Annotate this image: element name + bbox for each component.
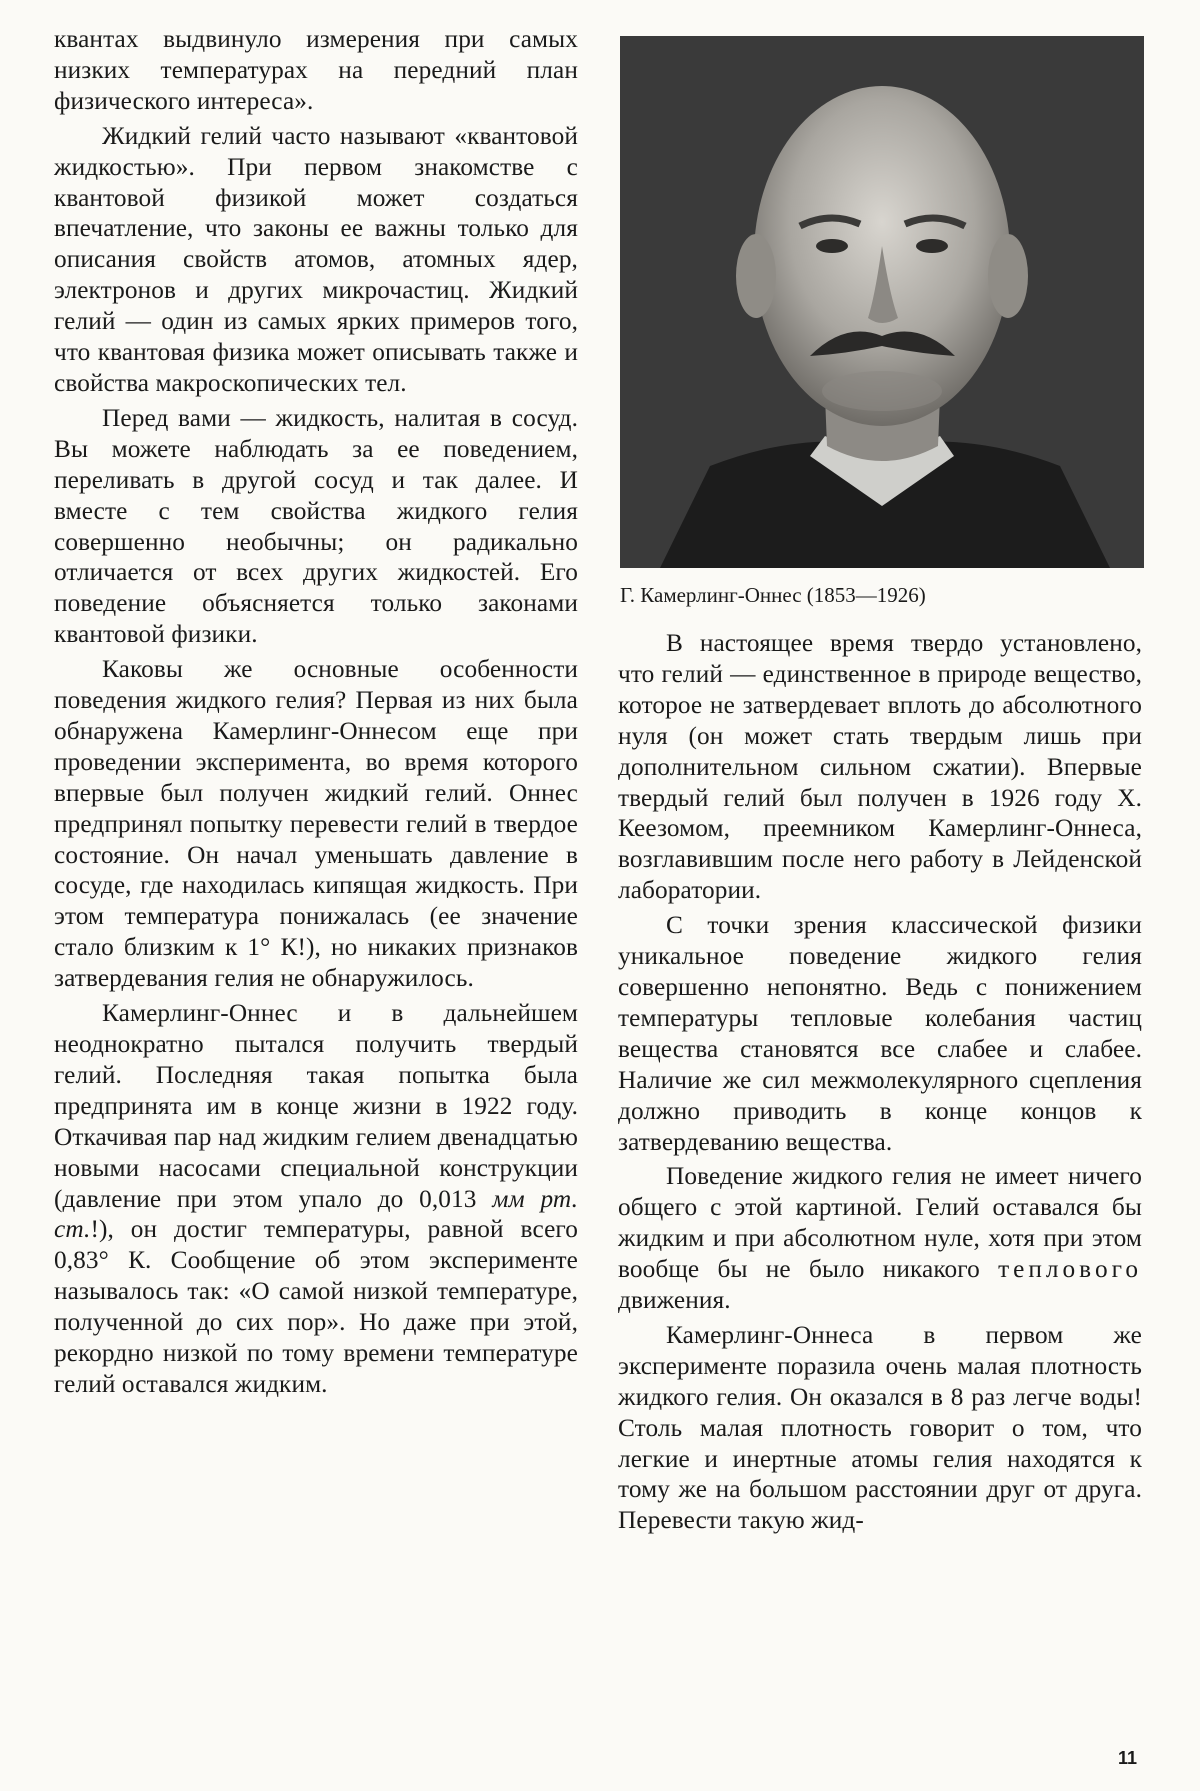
paragraph: квантах выдвинуло измерения при самых низких температурах на передний план физического интереса». [54, 25, 578, 115]
right-text [618, 628, 1142, 1536]
portrait-illustration [620, 36, 1144, 568]
photo-caption: Г. Камерлинг-Оннес (1853—1926) [620, 583, 926, 607]
page-number: 11 [1118, 1748, 1138, 1768]
spaced-word: теплового [998, 1255, 1142, 1284]
right-column [618, 36, 1142, 1540]
paragraph: Камерлинг-Оннеса в первом же эксперименте поразила очень малая плотность жидкого гелия. Он оказался в 8 раз легче воды! Столь малая плотность говорит о том, что легкие и инертные атомы гелия находятся к тому же на большом расстоянии друг от друга. Перевести такую жид- [618, 1320, 1142, 1535]
paragraph: Каковы же основные особенности поведения жидкого гелия? Первая из них была обнаружена Камерлинг-Оннесом еще при проведении эксперимента, во время которого впервые был получен жидкий гелий. Оннес предпринял попытку перевести гелий в твердое состояние. Он начал уменьшать давление в сосуде, где находилась кипящая жидкость. При этом температура понижалась (ее значение стало близким к 1° К!), но никаких признаков затвердевания гелия не обнаружилось. [54, 655, 578, 993]
pressure-unit: мм рт. ст. [54, 1184, 578, 1244]
paragraph-text: движения. [618, 1286, 731, 1315]
paragraph [54, 998, 578, 1400]
paragraph [618, 1161, 1142, 1316]
paragraph: Перед вами — жидкость, налитая в сосуд. Вы можете наблюдать за ее поведением, переливать в другой сосуд и так далее. И вместе с тем свойства жидкого гелия совершенно необычны; он радикально отличается от всех других жидкостей. Его поведение объясняется только законами квантовой физики. [54, 403, 578, 649]
paragraph: В настоящее время твердо установлено, что гелий — единственное в природе вещество, которое не затвердевает вплоть до абсолютного нуля (он может стать твердым лишь при дополнительном сильном сжатии). Впервые твердый гелий был получен в 1926 году Х. Кеезомом, преемником Камерлинг-Оннеса, возглавившим после него работу в Лейденской лаборатории. [618, 629, 1142, 905]
paragraph-text: Поведение жидкого гелия не имеет ничего общего с этой картиной. Гелий оставался бы жидким и при абсолютном нуле, хотя при этом вообще бы не было никакого [618, 1162, 1142, 1284]
paragraph: Жидкий гелий часто называют «квантовой жидкостью». При первом знакомстве с квантовой физикой может создаться впечатление, что законы ее важны только для описания свойств атомов, атомных ядер, электронов и других микрочастиц. Жидкий гелий — один из самых ярких примеров того, что квантовая физика может описывать также и свойства макроскопических тел. [54, 121, 578, 397]
left-column [54, 24, 578, 1404]
paragraph-text: Камерлинг-Оннес и в дальнейшем неоднократно пытался получить твердый гелий. Последняя такая попытка была предпринята им в конце жизни в 1922 году. Откачивая пар над жидким гелием двенадцатью новыми насосами специальной конструкции (давление при этом упало до 0,013 [54, 999, 578, 1213]
portrait-photo [620, 36, 1144, 568]
paragraph-text: !), он достиг температуры, равной всего 0,83° К. Сообщение об этом эксперименте называлось так: «О самой низкой температуре, полученной до сих пор». Но даже при этой, рекордно низкой по тому времени температуре гелий оставался жидким. [54, 1215, 578, 1398]
paragraph: С точки зрения классической физики уникальное поведение жидкого гелия совершенно непонятно. Ведь с понижением температуры тепловые колебания частиц вещества становятся все слабее и слабее. Наличие же сил межмолекулярного сцепления должно приводить в конце концов к затвердеванию вещества. [618, 911, 1142, 1156]
